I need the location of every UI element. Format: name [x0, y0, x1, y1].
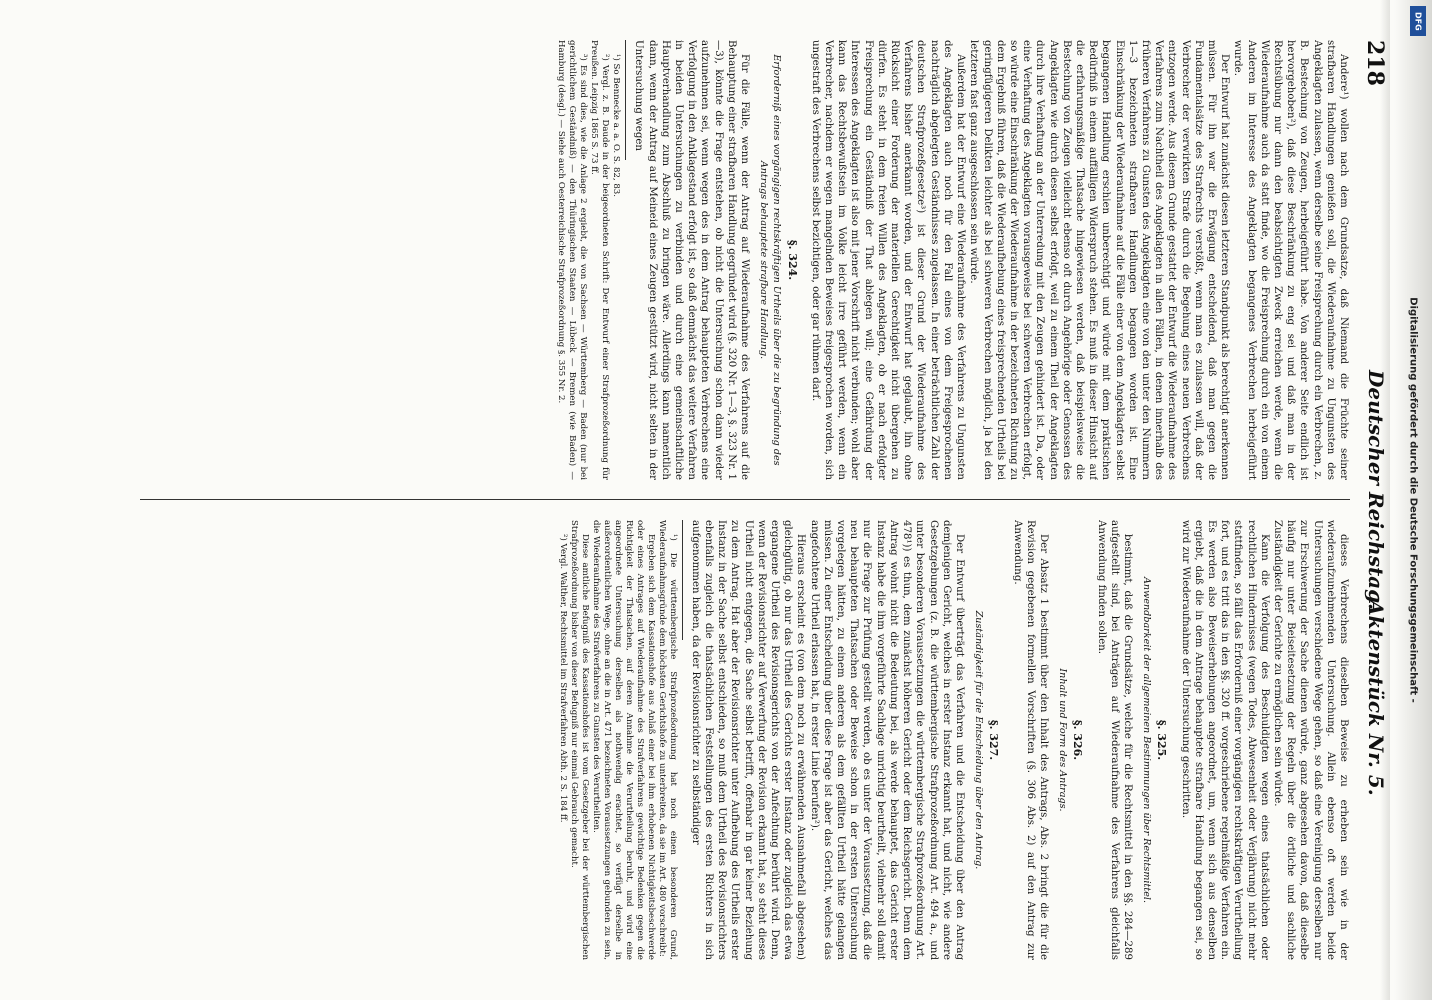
section-heading: §. 326.	[1071, 719, 1085, 761]
footnote: ¹) Die württembergische Strafprozeßordnung hat noch einen besonderen Grund, Wiederaufnahmsgründe dem höchsten Gerichtshofe zu unterbreiten, da sie im Art. 480 vorschreibt:	[656, 520, 678, 960]
running-head-left: Deutscher Reichstag.	[1364, 370, 1388, 611]
section-heading: §. 325.	[1155, 719, 1169, 761]
footnote: Ergeben sich dem Kassationshofe aus Anlaß einer bei ihm erhobenen Nichtigkeitsbeschwerde oder eines Antrages auf Wiederaufnahme des Strafverfahrens gewichtige Bedenken gegen die Richtigkeit der Thatsachen, auf deren Annahme die Verurtheilung beruht, und wird eine angeordnete Untersuchung derselben als nothwendig erachtet, so verfügt derselbe in außerordentlichen Wege, ohne an die in Art. 471 bezeichneten Voraussetzungen gebunden zu sein, die Wiederaufnahme des Strafverfahrens zu Gunsten des Verurtheilten.	[590, 520, 656, 960]
footnote: ²) Vergl. z. B. Daude in der beigeordneten Schrift: Der Entwurf einer Strafprozeßordnung für Preußen. Leipzig 1865 S. 73 ff.	[589, 40, 611, 480]
footnote: ³) Es sind dies, wie die Anlage 2 ergiebt, die von Sachsen — Württemberg — Baden (nur bei gerichtlichem Geständniß) — den Thüringischen Staaten — Lübeck — Bremen (wie Baden) — Hamburg (desgl.) — Siehe auch Oesterreichische Strafprozeßordnung §. 355 Nr. 2.	[556, 40, 589, 480]
paragraph: Der Absatz 1 bestimmt über den Inhalt des Antrags, Abs. 2 bringt die für die Revision gegebenen formellen Vorschriften (§. 306 Abs. 2) auf den Antrag zur Anwendung.	[1011, 520, 1049, 960]
section-subheading: Inhalt und Form des Antrags.	[1057, 668, 1069, 812]
paragraph: Kann die Verfolgung des Beschuldigten wegen eines thatsächlichen oder rechtlichen Hindernisses (wegen Todes, Abwesenheit oder Verjährung) nicht mehr stattfinden, so fällt das Erforderniß einer vorgängigen rechtskräftigen Verurtheilung fort, und es tritt das in den §§. 320 ff. vorgeschriebene regelmäßige Verfahren ein. Es werden also Beweiserhebungen angeordnet, um, wenn sich aus denselben ergiebt, daß die in dem Antrage behauptete strafbare Handlung begangen sei, so wird zur Wiederaufnahme der Untersuchung geschritten.	[1179, 520, 1270, 960]
column-divider	[140, 499, 1350, 500]
paragraph: bestimmt, daß die Grundsätze, welche für die Rechtsmittel in den §§. 284—289 aufgestellt sind, bei Anträgen auf Wiederaufnahme des Verfahrens gleichfalls Anwendung finden sollen.	[1095, 520, 1133, 960]
paragraph: Der Entwurf überträgt das Verfahren und die Entscheidung über den Antrag demjenigen Gericht, welches in erster Instanz erkannt hat, und nicht, wie andere Gesetzgebungen (z. B. die württembergische Strafprozeßordnung Art. 494 a., und unter besonderen Voraussetzungen die württembergische Strafprozeßordnung Art. 478¹)) es thun, dem zunächst höheren Gericht oder dem Reichsgericht. Denn dem Antrag wohnt nicht die Bedeutung bei, als werde behauptet, das Gericht erster Instanz habe die ihm vorgeführte Sachlage unrichtig beurtheilt, vielmehr soll damit nur die Frage zur Prüfung gestellt werden, ob es unter der Voraussetzung, daß die neu behaupteten Thatsachen oder Beweise schon in der ersten Untersuchung vorgelegen hätten, zu einem anderen als dem gefällten Urtheil hätte gelangen müssen. Zu einer Entscheidung über diese Frage ist aber das Gericht, welches das angefochtene Urtheil erlassen hat, in erster Linie berufen²).	[808, 520, 965, 960]
section-subheading: Erforderniß eines vorgängigen rechtskräftigen Urtheils über die zu begründung des Antrags behauptete strafbare Handlung.	[758, 54, 783, 466]
footnote: ²) Vergl. Walther, Rechtsmittel im Strafverfahren Abth. 2 S. 184 ff.	[557, 534, 568, 823]
footnote-rule	[682, 520, 683, 640]
right-column	[140, 520, 1350, 960]
section-subheading: Zuständigkeit für die Entscheidung über den Antrag.	[973, 610, 985, 870]
page-header	[1358, 40, 1392, 960]
footnote: Diese amtliche Befugniß des Kassationshofes ist vom Gesetzgeber bei der württembergischen Strafprozeßordnung bisher von dieser Befugniß nur einmal Gebrauch gemacht.	[568, 520, 590, 960]
paragraph: Andere¹) wollen nach dem Grundsatze, daß Niemand die Früchte seiner strafbaren Handlungen genießen soll, die Wiederaufnahme zu Ungunsten des Angeklagten zulassen, wenn derselbe seine Freisprechung durch ein Verbrechen, z. B. Bestechung von Zeugen, herbeigeführt habe. Von anderer Seite endlich ist hervorgehoben²), daß diese Beschränkung zu eng sei und daß man in der Rechtsübung nur dann den beabsichtigten Zweck erreichen werde, wenn die Wiederaufnahme auch da statt finde, wo die Freisprechung durch ein von einem Anderen im Interesse des Angeklagten begangenes Verbrechen herbeigeführt wurde.	[1232, 40, 1349, 480]
paragraph: Außerdem hat der Entwurf eine Wiederaufnahme des Verfahrens zu Ungunsten des Angeklagten auch noch für den Fall eines von dem Freigesprochenen nachträglich abgelegten Geständnisses zugelassen. In einer beträchtlichen Zahl der deutschen Strafprozeßgesetze³) ist dieser Grund der Wiederaufnahme des Verfahrens bisher anerkannt worden, und der Entwurf hat geglaubt, ihn ohne Rücksicht einer Forderung der materiellen Gerechtigkeit nicht übergehen zu dürfen. Es steht in dem freien Willen des Angeklagten, ob er nach erfolgter Freisprechung ein Geständniß der That ablegen will; eine Gefährdung der Interessen des Angeklagten ist also mit jener Vorschrift nicht verbunden; wohl aber kann das Rechtsbewußtsein im Volke leicht irre geführt werden, wenn ein Verbrecher, nachdem er wegen mangelnden Beweises freigesprochen worden, sich ungestraft des Verbrechens selbst bezichtigen, oder gar rühmen darf.	[809, 40, 967, 480]
running-head-right: Aktenstück Nr. 5.	[1364, 600, 1388, 796]
section-heading: §. 324.	[785, 239, 799, 281]
paragraph: Für die Fälle, wenn der Antrag auf Wiederaufnahme des Verfahrens auf die Behauptung einer strafbaren Handlung gegründet wird (§. 320 Nr. 1—3, §. 323 Nr. 1—3), könnte die Frage entstehen, ob nicht die Untersuchung schon dann wieder aufzunehmen sei, wenn wegen des in dem Antrag behaupteten Verbrechens eine Verfolgung in den Anklagestand erfolgt ist, so daß demnächst das weitere Verfahren in beiden Untersuchungen zu verbinden und durch eine gemeinschaftliche Hauptverhandlung zum Abschluß zu bringen wäre. Allerdings kann namentlich dann, wenn der Antrag auf Meineid eines Zeugen gestützt wird, nicht selten in der Untersuchung wegen	[633, 40, 751, 480]
paragraph: Hieraus erscheint es (von dem noch zu erwähnenden Ausnahmefall abgesehen) gleichgültig, ob nur das Urtheil des Gerichts erster Instanz oder zugleich das etwa ergangene Urtheil des Revisionsgerichts von der Anfechtung berührt wird. Denn, wenn der Revisionsrichter auf Verwerfung der Revision erkannt hat, so steht dieses Urtheil nicht entgegen, die Sache selbst betrifft, offenbar in gar keiner Beziehung zu dem Antrag. Hat aber der Revisionsrichter unter Aufhebung des Urtheils erster Instanz in der Sache selbst entschieden, so muß dem Urtheil des Revisionsrichters ebenfalls zugleich die thatsächlichen Feststellungen des ersten Richters in sich aufgenommen haben, da der Revisionsrichter zu selbständiger	[689, 520, 807, 960]
page-number: 218	[1362, 40, 1388, 86]
section-subheading: Anwendbarkeit der allgemeinen Bestimmungen über Rechtsmittel.	[1141, 577, 1153, 903]
footnote: ¹) So Bennecke a. a. O. S. 82, 83.	[611, 54, 622, 198]
dfg-logo: DFG	[1410, 6, 1426, 36]
credit-text: Digitalisierung gefördert durch die Deutsche Forschungsgemeinschaft -	[1407, 297, 1419, 703]
left-column	[140, 40, 1350, 480]
digitization-credit	[1395, 40, 1429, 960]
section-heading: §. 327.	[987, 719, 1001, 761]
paragraph: dieses Verbrechens dieselben Beweise zu erheben sein wie in der wiederaufzunehmenden Untersuchung. Allein ebenso oft werden beide Untersuchungen verschiedene Wege gehen, so daß eine Vereinigung derselben nur zur Erschwerung der Sache dienen würde, ganz abgesehen davon, daß dieselbe häufig nur unter Beiseitesetzung der Regeln über die örtliche und sachliche Zuständigkeit der Gerichte zu ermöglichen sein würde.	[1271, 520, 1349, 960]
paragraph: Der Entwurf hat zunächst diesen letzteren Standpunkt als berechtigt anerkennen müssen. Für ihn war die Erwägung entscheidend, daß man gegen die Fundamentalsätze des Strafrechts verstößt, wenn man es zulassen will, daß der Verbrecher der verwirkten Strafe durch die Begehung eines neuen Verbrechens entzogen werde. Aus diesem Grunde gestattet der Entwurf die Wiederaufnahme des Verfahrens zum Nachtheil des Angeklagten in allen Fällen, in denen innerhalb des früheren Verfahrens zu Gunsten des Angeklagten eine von den unter den Nummern 1—3 bezeichneten strafbaren Handlungen begangen worden ist. Eine Einschränkung der Wiederaufnahme auf die Fälle einer von dem Angeklagten selbst begangenen Handlung erschien unberechtigt und würde mit dem praktischen Bedürfniß in einem auffälligen Widerspruch stehen. Es muß in dieser Hinsicht auf die erfahrungsmäßige Thatsache hingewiesen werden, daß beispielsweise die Bestechung von Zeugen vielleicht ebenso oft durch Angehörige oder Genossen des Angeklagten wie durch diesen selbst erfolgt, weil zu einem Theil der Angeklagten durch ihre Verhaftung an der Unterredung mit den Zeugen gehindert ist. Da, oder eine Verhaftung des Angeklagten vorausgeweise bei schweren Verbrechen erfolgt, so würde eine Einschränkung der Wiederaufnahme in der bezeichneten Richtung zu dem Ergebniß führen, daß die Wiederaufhebung eines freisprechenden Urtheils bei geringfügigeren Delikten leichter als bei schweren Verbrechen möglich, ja bei den letzteren fast ganz ausgeschlossen sein würde.	[968, 40, 1231, 480]
footnote-rule	[625, 40, 626, 160]
